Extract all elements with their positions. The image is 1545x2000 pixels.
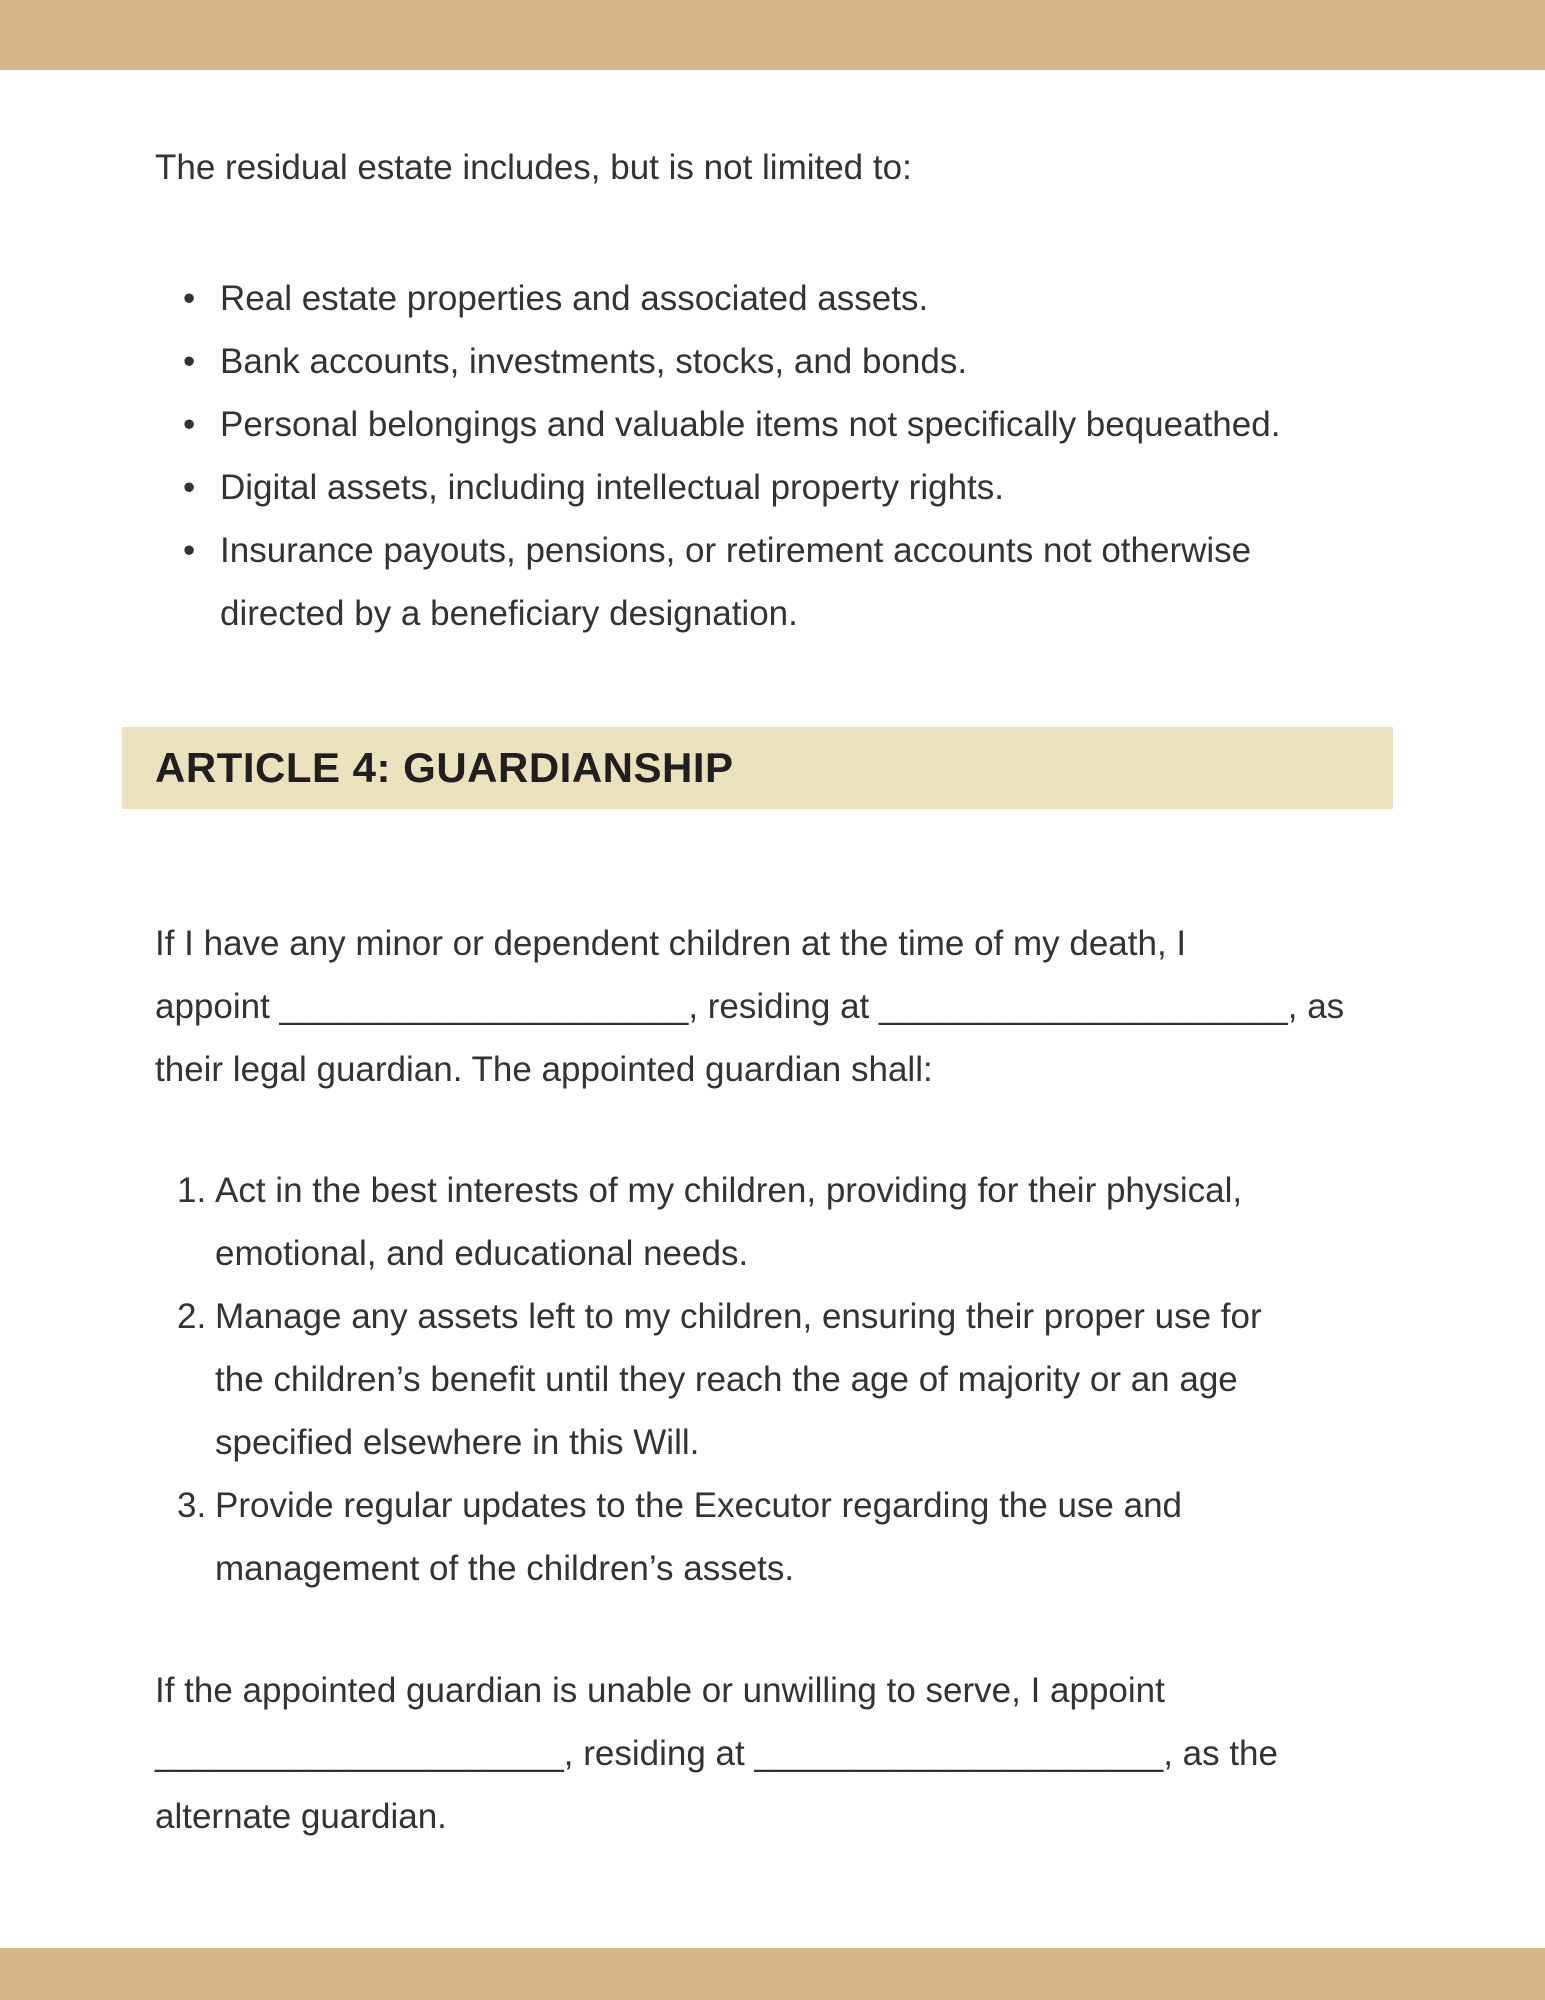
list-item-text: Digital assets, including intellectual property rights. [220,468,1004,507]
numbered-item [155,1285,1395,1474]
article-4-heading-text: ARTICLE 4: GUARDIANSHIP [155,744,734,791]
article-4-heading [122,727,1393,809]
item-number: 1. [177,1171,207,1210]
bullet-marker: • [183,279,196,318]
residual-estate-list [155,267,1395,645]
list-item-text: Personal belongings and valuable items not specifically bequeathed. [220,405,1281,444]
residual-estate-intro: The residual estate includes, but is not limited to: [155,148,912,187]
bullet-marker: • [183,405,196,444]
bullet-marker: • [183,342,196,381]
list-item [155,393,1395,456]
footer-accent-bar [0,1948,1545,2000]
guardianship-paragraph: If I have any minor or dependent children at the time of my death, I appoint _____________________, residing at _____________________, as their legal guardian. The appointed guardian shall: [155,924,1345,1089]
list-item [155,456,1395,519]
list-item [155,519,1395,645]
numbered-item-text: Manage any assets left to my children, ensuring their proper use for the children’s benefit until they reach the age of majority or an age specified elsewhere in this Will. [215,1297,1262,1462]
list-item-text: Real estate properties and associated assets. [220,279,929,318]
document-content [0,70,1545,1848]
header-accent-bar [0,0,1545,70]
list-item-text: Bank accounts, investments, stocks, and bonds. [220,342,968,381]
list-item [155,330,1395,393]
alternate-guardian-paragraph: If the appointed guardian is unable or unwilling to serve, I appoint _____________________, residing at _____________________, as the alternate guardian. [155,1671,1278,1836]
item-number: 2. [177,1297,207,1336]
item-number: 3. [177,1486,207,1525]
list-item-text: Insurance payouts, pensions, or retirement accounts not otherwise directed by a beneficiary designation. [220,531,1252,633]
numbered-item-text: Provide regular updates to the Executor regarding the use and management of the children’s assets. [215,1486,1183,1588]
list-item [155,267,1395,330]
numbered-item [155,1474,1395,1600]
numbered-item [155,1159,1395,1285]
bullet-marker: • [183,531,196,570]
guardian-duties-list [155,1159,1395,1600]
numbered-item-text: Act in the best interests of my children, providing for their physical, emotional, and educational needs. [215,1171,1243,1273]
bullet-marker: • [183,468,196,507]
